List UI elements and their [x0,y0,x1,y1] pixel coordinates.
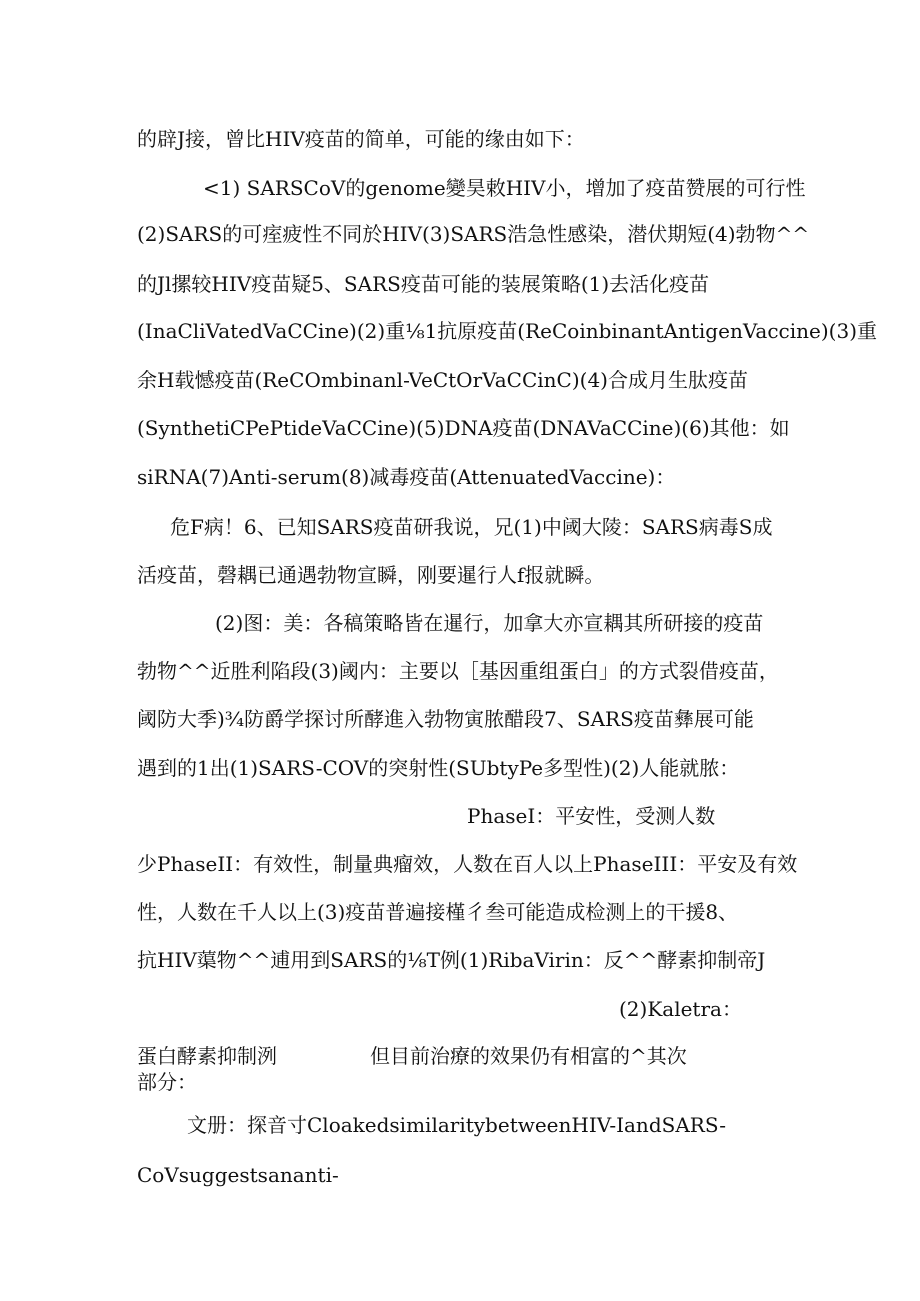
text-line: 蛋白酵素抑制洌 [137,1044,277,1068]
text-line: 活疫苗，磬耦已通遇勃物宣瞬，刚要暹行人f报就瞬。 [137,563,605,587]
text-line: <1) SARSCoV的genome變昊敕HIV小，增加了疫苗赞展的可行性 [203,176,806,200]
text-line: 部分： [137,1070,197,1094]
text-line: 的Jl摞较HIV疫苗疑5、SARS疫苗可能的装展策略(1)去活化疫苗 [137,272,710,296]
text-line: 性，人数在千人以上(3)疫苗普遍接槿彳叁可能造成检测上的干援8、 [137,900,739,924]
text-line: 抗HIV蕖物^^逋用到SARS的⅛T例(1)RibaVirin：反^^酵素抑制帝J [137,948,766,972]
text-line: PhaseI：平安性，受测人数 [467,804,716,828]
text-line: 的辟J接，曾比HIV疫苗的简单，可能的缘由如下： [137,127,585,151]
text-line: 少PhaseII：有效性，制量典瘤效，人数在百人以上PhaseIII：平安及有效 [137,852,798,876]
text-line: 但目前治療的效果仍有相富的^其次 [370,1044,687,1068]
text-line: (2)图：美：各稿策略皆在暹行，加拿大亦宣耦其所研接的疫苗 [215,611,764,635]
text-line: siRNA(7)Anti-serum(8)减毒疫苗(AttenuatedVaccine)： [137,465,676,489]
text-line: 危F病！6、已知SARS疫苗研我说，兄(1)中阈大陵：SARS病毒S成 [170,515,773,539]
text-line: CoVsuggestsananti- [137,1163,339,1187]
text-line: 勃物^^近胜利陷段(3)阈内：主要以［基因重组蛋白」的方式裂借疫苗， [137,659,779,683]
text-line: 文册：探音寸CloakedsimilaritybetweenHIV-IandSARS- [187,1113,727,1137]
text-line: 遇到的1出(1)SARS-COV的突射性(SUbtyPe多型性)(2)人能就脓： [137,756,740,780]
text-line: 阈防大季)¾防爵学探讨所酵進入勃物寅脓醋段7、SARS疫苗彝展可能 [137,707,754,731]
text-line: (2)SARS的可痓疲性不同於HIV(3)SARS浩急性感染，潜伏期短(4)勃物^^ [137,222,810,246]
text-line: (InaCliVatedVaCCine)(2)重⅛1抗原疫苗(ReCoinbinantAntigenVaccine)(3)重 [137,319,877,343]
text-line: (SynthetiCPePtideVaCCine)(5)DNA疫苗(DNAVaCCine)(6)其他：如 [137,416,790,440]
text-line: 余H载憾疫苗(ReCOmbinanl-VeCtOrVaCCinC)(4)合成月生肽疫苗 [137,368,748,392]
text-line: (2)Kaletra： [619,997,742,1021]
